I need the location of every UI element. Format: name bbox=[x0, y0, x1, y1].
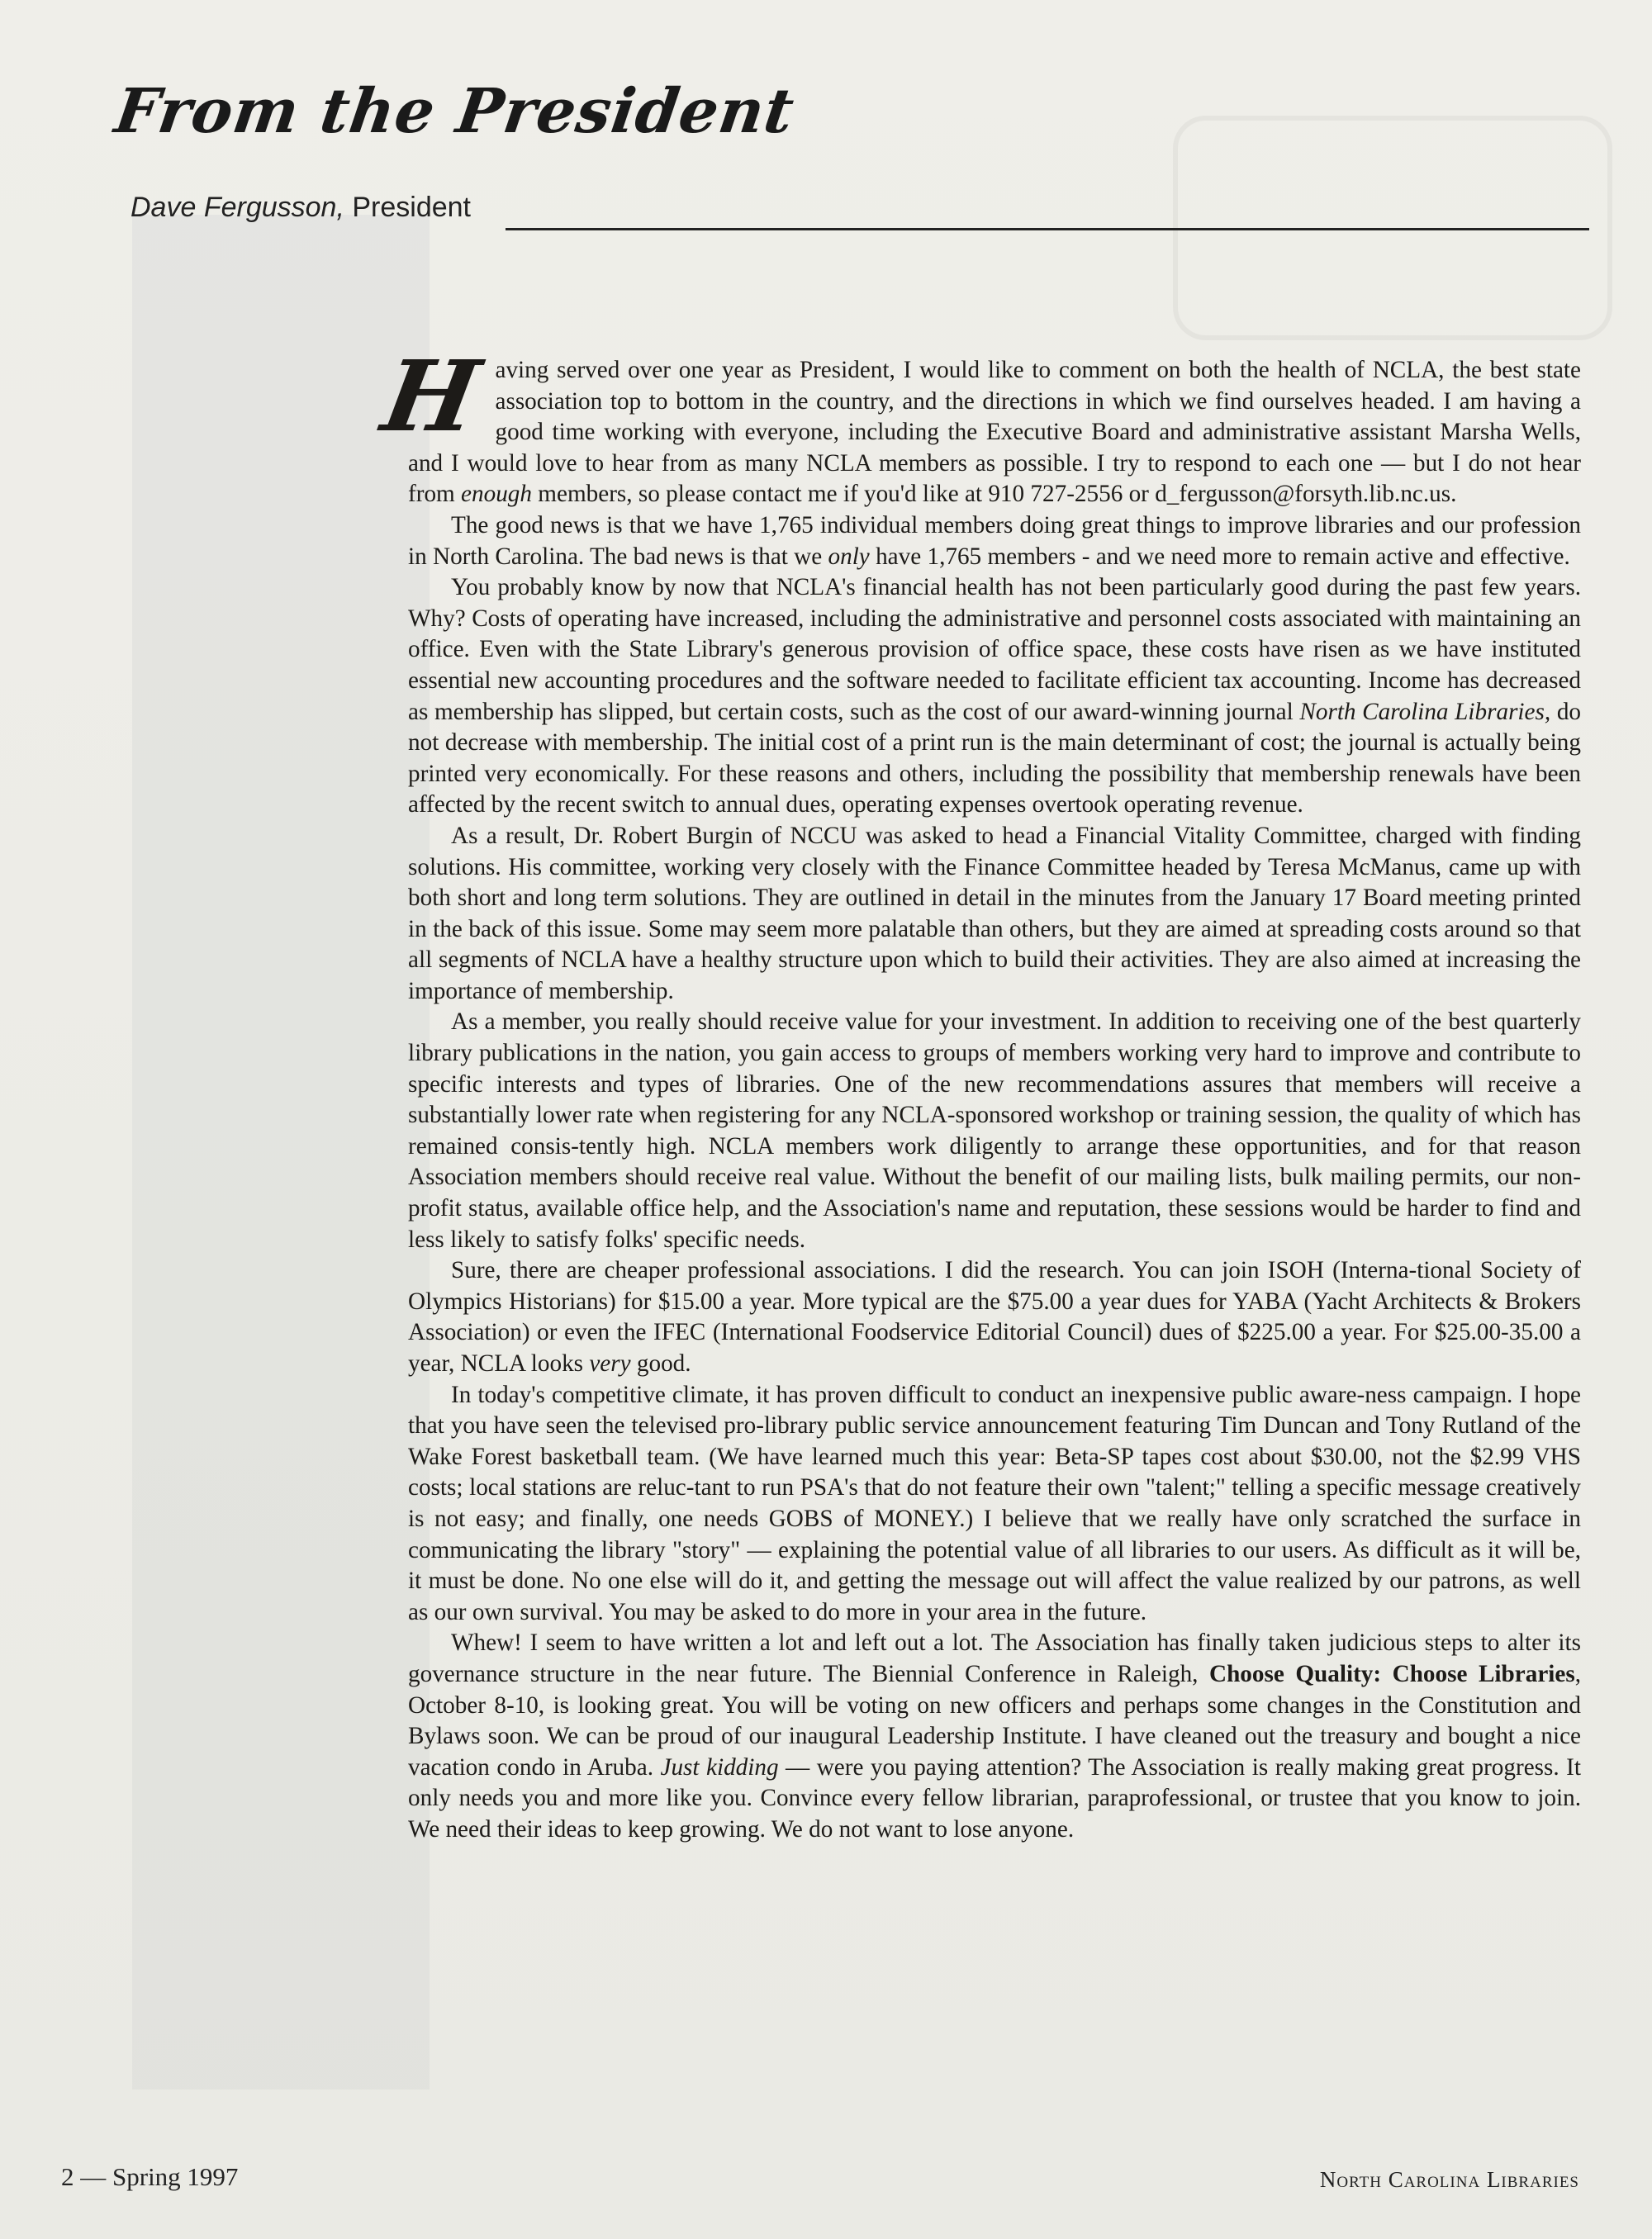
p1-text-end: members, so please contact me if you'd like at 910 727-2556 or d_fergusson@forsyth.lib.nc.us. bbox=[531, 481, 1457, 508]
paragraph-5: As a member, you really should receive value for your investment. In addition to receiving one of the best quarterly library publications in the nation, you gain access to groups of members working very hard to improve and contribute to specific interests and types of libraries. One of the new recommendations assures that members will receive a substantially lower rate when registering for any NCLA-sponsored workshop or training session, the quality of which has remained consis-tently high. NCLA members work diligently to arrange these opportunities, and for that reason Association members should receive real value. Without the benefit of our mailing lists, bulk mailing permits, our non-profit status, available office help, and the Association's name and reputation, these sessions would be harder to find and less likely to satisfy folks' specific needs. bbox=[408, 1008, 1581, 1253]
p3-journal-title: North Carolina Libraries, bbox=[1299, 698, 1551, 725]
byline bbox=[131, 192, 471, 224]
p8-text-end: — were you paying attention? The Association is really making great progress. It only needs you and more like you. Convince every fellow librarian, paraprofessional, or trustee that you know to join. We need their ideas to keep growing. We do not want to lose anyone. bbox=[408, 1753, 1581, 1843]
p6-text: Sure, there are cheaper professional associations. I did the research. You can join ISOH (Interna-tional Society of Olympics Historians) for $15.00 a year. More typical are the $75.00 a year dues for YABA (Yacht Architects & Brokers Association) or even the IFEC (International Foodservice Editorial Council) dues of $225.00 a year. For $25.00-35.00 a year, NCLA looks bbox=[408, 1257, 1581, 1377]
paragraph-4: As a result, Dr. Robert Burgin of NCCU was asked to head a Financial Vitality Committee, charged with finding solutions. His committee, working very closely with the Finance Committee headed by Teresa McManus, came up with both short and long term solutions. They are outlined in detail in the minutes from the January 17 Board meeting printed in the back of this issue. Some may seem more palatable than others, but they are aimed at spreading costs around so that all segments of NCLA have a healthy structure upon which to build their activities. They are also aimed at increasing the importance of membership. bbox=[408, 822, 1581, 1004]
p1-text: aving served over one year as President, I would like to comment on both the health of NCLA, the best state association top to bottom in the country, and the directions in which we find ourselves headed. I am having a good time working with everyone, including the Executive Board and administrative assistant Marsha Wells, and I would love to hear from as many NCLA members as possible. I try to respond to each one — but I do not hear from bbox=[408, 357, 1581, 508]
journal-name-footer: North Carolina Libraries bbox=[1319, 2167, 1579, 2192]
paragraph-3 bbox=[408, 572, 1581, 821]
p2-text-end: have 1,765 members - and we need more to remain active and effective. bbox=[869, 543, 1570, 570]
p3-text-end: do not decrease with membership. The initial cost of a print run is the main determinant of cost; the journal is actually being printed very economically. For these reasons and others, including the possibility that membership renewals have been affected by the recent switch to annual dues, operating expenses overtook operating revenue. bbox=[408, 698, 1581, 818]
article-body bbox=[374, 339, 1581, 1846]
p1-emphasis: enough bbox=[461, 481, 532, 508]
conference-name: Choose Quality: Choose Libraries bbox=[1208, 1660, 1575, 1687]
p3-text: You probably know by now that NCLA's financial health has not been particularly good during the past few years. Why? Costs of operating have increased, including the administrative and personnel costs associated with maintaining an office. Even with the State Library's generous provision of office space, these costs have risen as we have instituted essential new accounting procedures and the software needed to facilitate efficient tax accounting. Income has decreased as membership has slipped, but certain costs, such as the cost of our award-winning journal bbox=[408, 574, 1581, 725]
p2-emphasis: only bbox=[828, 543, 870, 570]
p8-text: Whew! I seem to have written a lot and left out a lot. The Association has finally taken judicious steps to alter its governance structure in the near future. The Biennial Conference in Raleigh, bbox=[408, 1629, 1581, 1687]
paragraph-8 bbox=[408, 1628, 1581, 1845]
p8-emphasis: Just kidding bbox=[660, 1753, 779, 1781]
author-name: Dave Fergusson, bbox=[131, 192, 344, 223]
p8-text-mid: , October 8-10, is looking great. You will be voting on new officers and perhaps some changes in the Constitution and Bylaws soon. We can be proud of our inaugural Leadership Institute. I have cleaned out the treasury and bought a nice vacation condo in Aruba. bbox=[408, 1660, 1581, 1781]
page-folio: 2 — Spring 1997 bbox=[61, 2162, 239, 2191]
paragraph-2 bbox=[408, 510, 1581, 572]
paragraph-7: In today's competitive climate, it has proven difficult to conduct an inexpensive public aware-ness campaign. I hope that you have seen the televised pro-library public service announcement featuring Tim Duncan and Tony Rutland of the Wake Forest basketball team. (We have learned much this year: Beta-SP tapes cost about $30.00, not the $2.99 VHS costs; local stations are reluc-tant to run PSA's that do not feature their own "talent;" telling a specific message creatively is not easy; and finally, one needs GOBS of MONEY.) I believe that we really have only scratched the surface in communicating the library "story" — explaining the potential value of all libraries to our users. As difficult as it will be, it must be done. No one else will do it, and getting the message out will affect the value realized by our patrons, as well as our own survival. You may be asked to do more in your area in the future. bbox=[408, 1381, 1581, 1625]
byline-rule bbox=[506, 228, 1589, 230]
p6-emphasis: very bbox=[589, 1350, 631, 1377]
drop-cap: H bbox=[374, 339, 487, 453]
show-through-panel bbox=[132, 215, 430, 2090]
paragraph-1 bbox=[374, 339, 1581, 510]
p2-text: The good news is that we have 1,765 individual members doing great things to improve libraries and our profession in North Carolina. The bad news is that we bbox=[408, 511, 1581, 570]
paragraph-6 bbox=[408, 1255, 1581, 1379]
author-role: President bbox=[352, 192, 471, 223]
p6-text-end: good. bbox=[630, 1350, 691, 1377]
page-title: From the President bbox=[110, 76, 799, 147]
